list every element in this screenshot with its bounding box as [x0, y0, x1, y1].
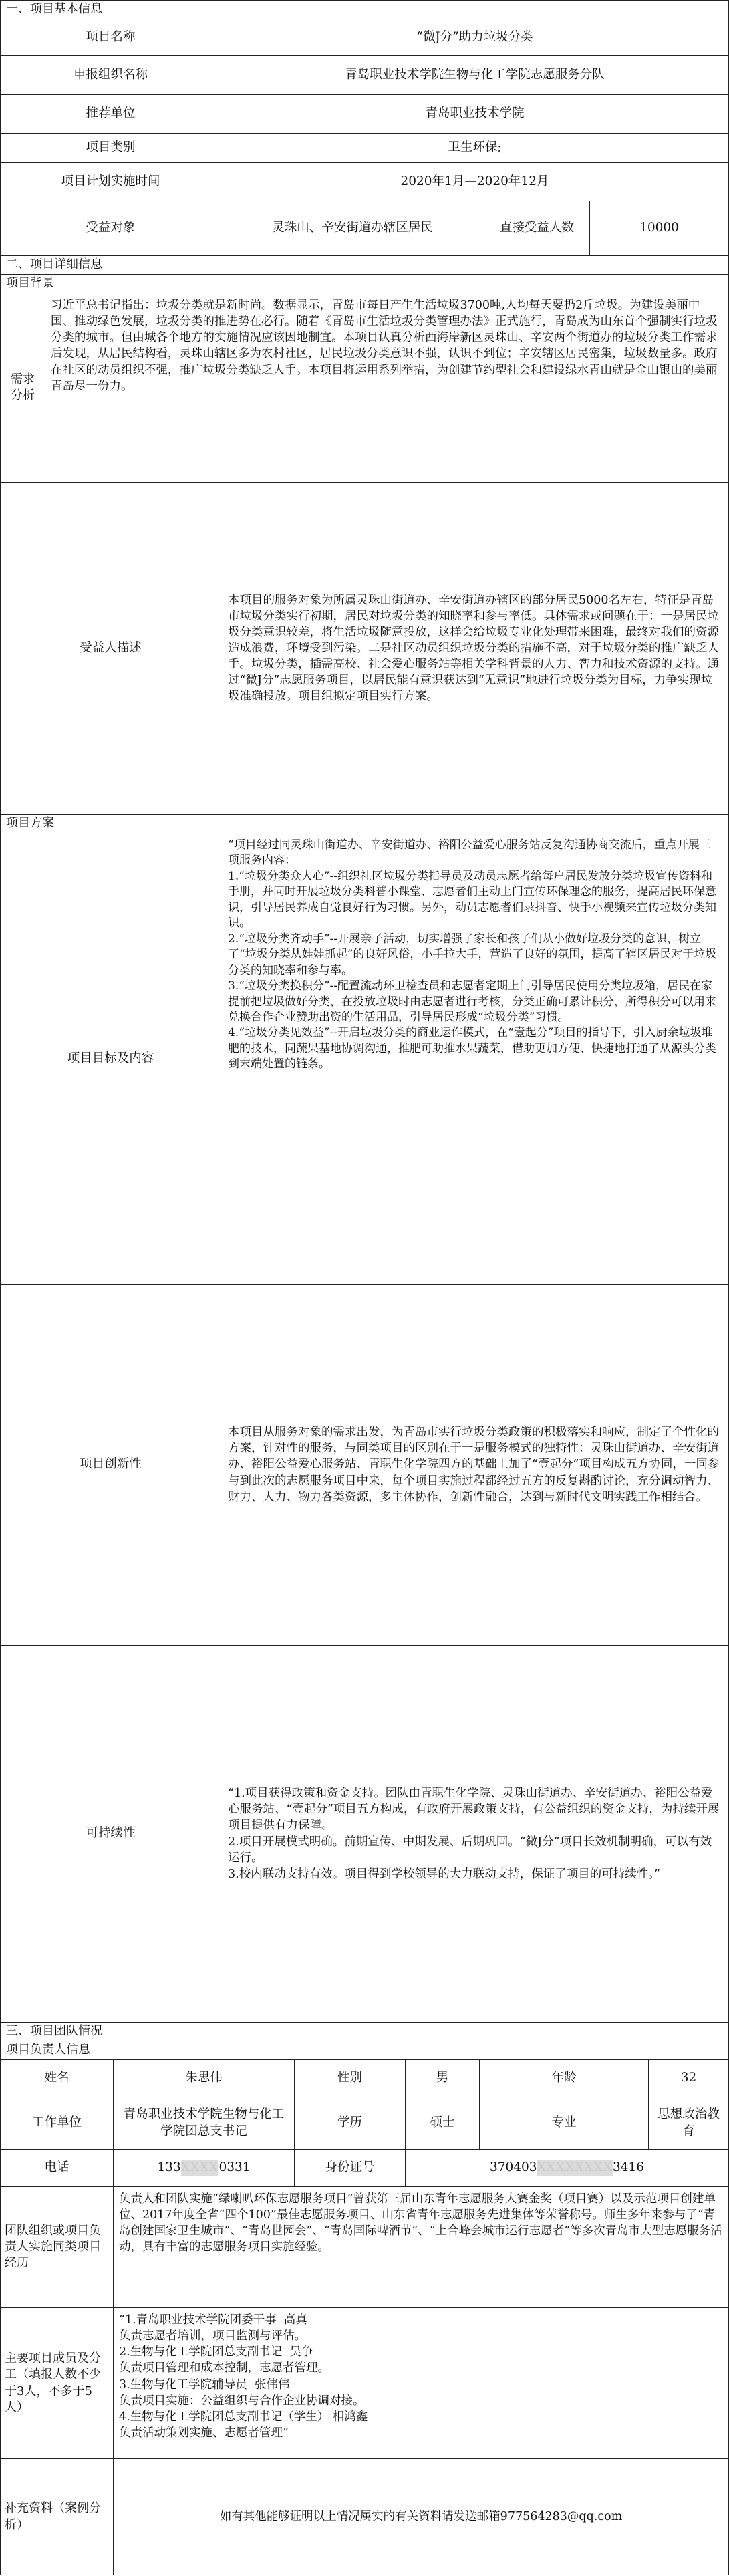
value-major: 思想政治教育 [648, 2097, 728, 2149]
text-experience: 负责人和团队实施“绿喇叭环保志愿服务项目”曾获第三届山东青年志愿服务大赛金奖（项目赛）以及示范项目创建单位、2017年度全省“四个100”最佳志愿服务项目、山东省青年志愿服务先进集体等荣誉称号。师生多年来参与了“青岛创建国家卫生城市”、“青岛世园会”、“青岛国际啤酒节”、“上合峰会城市运行志愿者”等多次青岛市大型志愿服务活动，具有丰富的志愿服务项目实施经验。 [113, 2187, 728, 2307]
row-innovation [1, 1284, 728, 1645]
value-category: 卫生环保; [221, 134, 728, 162]
subhead-leader: 项目负责人信息 [1, 2041, 728, 2059]
label-time: 项目计划实施时间 [61, 174, 160, 188]
id-masked: XXXXXXXX [537, 2160, 613, 2176]
value-time: 2020年1月—2020年12月 [221, 163, 728, 201]
label-project-name: 项目名称 [86, 29, 136, 44]
row-sustainability [1, 1645, 728, 2022]
row-goals [1, 833, 728, 1284]
value-org: 青岛职业技术学院生物与化工学院志愿服务分队 [221, 56, 728, 94]
value-name: 朱思伟 [113, 2060, 294, 2097]
section-team-title: 三、项目团队情况 [1, 2022, 728, 2041]
text-members: “1.青岛职业技术学院团委干事 高真 负责志愿者培训，项目监测与评估。 2.生物与化工学院团总支副书记 吴争 负责项目管理和成本控制，志愿者管理。 3.生物与化工学院辅导员 张伟伟 负责项目实施：公益组织与合作企业协调对接。 4.生物与化工学院团总支副书记（学生） 相鸿鑫 负责活动策划实施、志愿者管理” [113, 2308, 728, 2458]
text-sustainability: “1.项目获得政策和资金支持。团队由青职生化学院、灵珠山街道办、辛安街道办、裕阳公益爱心服务站、“壹起分”项目五方构成，有政府开展政策支持，有公益组织的资金支持，为持续开展项目提供有力保障。 2.项目开展模式明确。前期宣传、中期发展、后期巩固。“微J分”项目长效机制明确，可以有效运行。 3.校内联动支持有效。项目得到学校领导的大力联动支持，保证了项目的可持续性。” [221, 1646, 728, 2022]
label-work: 工作单位 [31, 2115, 82, 2130]
label-sustainability: 可持续性 [86, 1826, 136, 1841]
row-recommend [1, 94, 728, 133]
label-recommend: 推荐单位 [86, 106, 136, 121]
label-major: 专业 [479, 2097, 648, 2149]
label-phone: 电话 [44, 2160, 69, 2175]
text-beneficiary-desc: 本项目的服务对象为所属灵珠山街道办、辛安街道办辖区的部分居民5000名左右，特征是青岛市垃圾分类实行初期，居民对垃圾分类的知晓率和参与率低。具体需求或问题在于：一是居民垃圾分类意识较差，将生活垃圾随意投放，这样会给垃圾专业化处理带来困难，最终对我们的资源造成浪费，环境受到污染。二是社区动员组织垃圾分类的措施不高，对于垃圾分类的推广缺乏人手。垃圾分类，插需高校、社会爱心服务站等相关学科背景的人力、智力和技术资源的支持。通过“微J分”志愿服务项目，以居民能有意识获达到“无意识”地进行垃圾分类为目标，力争实现垃圾准确投放。项目组拟定项目实行方案。 [221, 483, 728, 814]
label-beneficiary: 受益对象 [86, 221, 136, 235]
row-leader-work [1, 2097, 728, 2149]
row-need-analysis [1, 293, 728, 482]
value-phone [113, 2150, 294, 2186]
label-org: 申报组织名称 [73, 68, 148, 82]
label-age: 年龄 [479, 2060, 648, 2097]
value-gender: 男 [405, 2060, 479, 2097]
label-members: 主要项目成员及分工（填报人数不少于3人，不多于5人） [5, 2351, 101, 2414]
subhead-background: 项目背景 [1, 274, 728, 293]
subhead-plan: 项目方案 [1, 814, 728, 833]
label-need-analysis: 需求分析 [11, 372, 35, 402]
label-beneficiary-desc: 受益人描述 [80, 640, 142, 655]
text-innovation: 本项目从服务对象的需求出发，为青岛市实行垃圾分类政策的积极落实和响应，制定了个性化的方案，针对性的服务，与同类项目的区别在于一是服务模式的独特性：灵珠山街道办、辛安街道办、裕阳公益爱心服务站、青职生化学院四方的基础上加了“壹起分”项目构成五方协同，一同参与到此次的志愿服务项目中来，每个项目实施过程都经过五方的反复斟酌讨论，充分调动智力、财力、人力、物力各类资源，多主体协作，创新性融合，达到与新时代文明实践工作相结合。 [221, 1285, 728, 1645]
label-direct-count: 直接受益人数 [484, 201, 589, 255]
phone-prefix: 133 [157, 2160, 181, 2175]
value-beneficiary: 灵珠山、辛安街道办辖区居民 [221, 201, 484, 255]
row-leader-basic [1, 2059, 728, 2097]
text-need-analysis: 习近平总书记指出：垃圾分类就是新时尚。数据显示，青岛市每日产生生活垃圾3700吨,人均每天要扔2斤垃圾。为建设美丽中国、推动绿色发展，垃圾分类的推进势在必行。随着《青岛市生活垃圾分类管理办法》正式施行，青岛成为山东首个强制实行垃圾分类的城市。但由城各个地方的实施情况应该因地制宜。本项目认真分析西海岸新区灵珠山、辛安两个街道办的垃圾分类工作需求后发现，从居民结构看，灵珠山辖区多为农村社区，居民垃圾分类意识不强，认识不到位；辛安辖区居民密集，垃圾数量多。政府在社区的动员组织不强，推广垃圾分类缺乏人手。本项目将运用系列举措，为创建节约型社会和建设绿水青山就是金山银山的美丽青岛尽一份力。 [45, 293, 728, 482]
value-id-number [405, 2150, 728, 2186]
row-category [1, 133, 728, 162]
row-beneficiary-desc [1, 482, 728, 814]
id-prefix: 370403 [489, 2160, 537, 2175]
value-direct-count: 10000 [589, 201, 728, 255]
section-basic-info-title: 一、项目基本信息 [1, 0, 728, 19]
label-goals: 项目目标及内容 [67, 1051, 154, 1065]
value-recommend: 青岛职业技术学院 [221, 95, 728, 133]
value-education: 硕士 [405, 2097, 479, 2149]
id-suffix: 3416 [612, 2160, 645, 2175]
label-extra: 补充资料（案例分析） [5, 2501, 101, 2532]
row-beneficiary [1, 201, 728, 255]
row-members [1, 2307, 728, 2458]
text-goals: “项目经过同灵珠山街道办、辛安街道办、裕阳公益爱心服务站反复沟通协商交流后，重点开展三项服务内容： 1.“垃圾分类众人心”--组织社区垃圾分类指导员及动员志愿者给每户居民发放分类垃圾宣传资料和手册，并同时开展垃圾分类科普小课堂、志愿者们主动上门宣传环保理念的服务，提高居民环保意识，引导居民养成自觉良好行为习惯。另外，动员志愿者们录抖音、快手小视频来宣传垃圾分类知识。 2.“垃圾分类齐动手”--开展亲子活动，切实增强了家长和孩子们从小做好垃圾分类的意识，树立了“垃圾分类从娃娃抓起”的良好风俗，小手拉大手，营造了良好的氛围，提高了辖区居民对于垃圾分类的知晓率和参与率。 3.“垃圾分类换积分”--配置流动环卫检查员和志愿者定期上门引导居民使用分类垃圾箱，居民在家提前把垃圾做好分类，在投放垃圾时由志愿者进行考核，分类正确可累计积分，所得积分可以用来兑换合作企业赞助出资的生活用品，引导居民形成“垃圾分类”习惯。 4.“垃圾分类见效益”--开启垃圾分类的商业运作模式，在“壹起分”项目的指导下，引入厨余垃圾堆肥的技术，同蔬果基地协调沟通，推肥可助推水果蔬菜，借助更加方便、快捷地打通了从源头分类到末端处置的链条。 [221, 833, 728, 1284]
label-category: 项目类别 [86, 140, 136, 155]
value-work: 青岛职业技术学院生物与化工学院团总支书记 [113, 2097, 294, 2149]
row-org [1, 55, 728, 94]
row-experience [1, 2186, 728, 2307]
value-age: 32 [648, 2060, 728, 2097]
phone-suffix: 0331 [218, 2160, 251, 2175]
label-innovation: 项目创新性 [80, 1457, 142, 1472]
value-project-name: “微J分”助力垃圾分类 [221, 19, 728, 55]
row-extra [1, 2458, 728, 2575]
row-time [1, 162, 728, 201]
row-leader-contact [1, 2149, 728, 2186]
label-experience: 团队组织或项目负责人实施同类项目经历 [5, 2223, 101, 2271]
label-education: 学历 [294, 2097, 405, 2149]
phone-masked: XXXX [181, 2160, 219, 2176]
text-extra: 如有其他能够证明以上情况属实的有关资料请发送邮箱977564283@qq.com [113, 2459, 728, 2575]
section-detail-title: 二、项目详细信息 [1, 255, 728, 274]
row-project-name [1, 19, 728, 55]
label-gender: 性别 [294, 2060, 405, 2097]
label-name: 姓名 [44, 2071, 69, 2085]
label-id-number: 身份证号 [294, 2150, 405, 2186]
